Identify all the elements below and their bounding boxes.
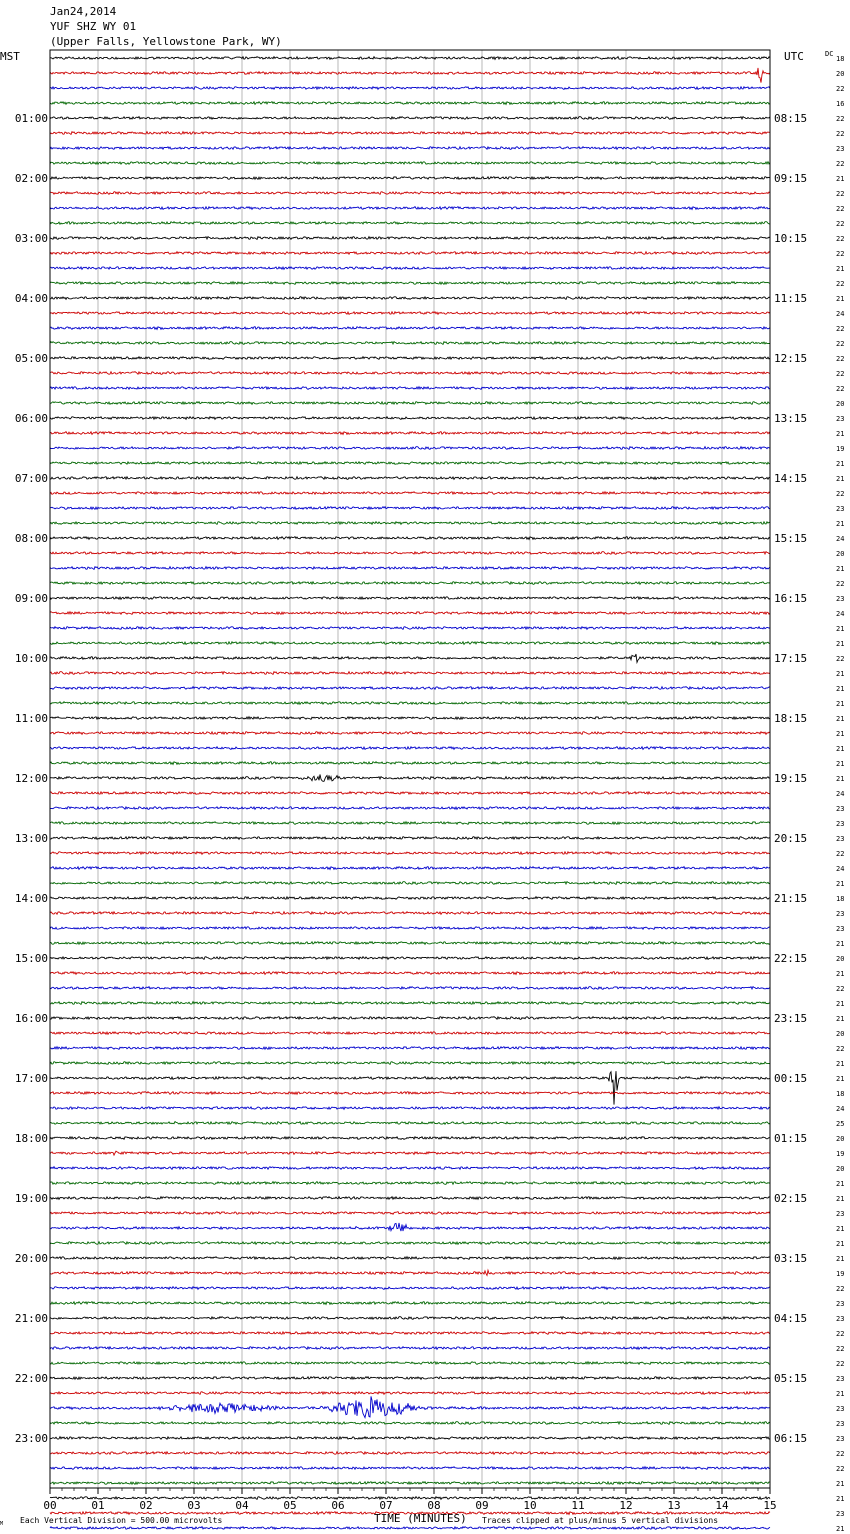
dc-offset-value: 21	[836, 625, 845, 633]
trace-row	[50, 1396, 770, 1417]
dc-offset-value: 21	[836, 1195, 845, 1203]
dc-header-label: DC	[825, 50, 834, 58]
trace-row	[50, 1527, 770, 1530]
trace-row	[50, 147, 770, 150]
trace-row	[50, 252, 770, 255]
trace-row	[50, 102, 770, 105]
trace-row	[50, 1422, 770, 1425]
right-time-labels	[774, 112, 807, 1445]
dc-offset-value: 23	[836, 820, 845, 828]
dc-offset-value: 21	[836, 1390, 845, 1398]
dc-offset-value: 22	[836, 205, 845, 213]
dc-offset-value: 22	[836, 220, 845, 228]
left-hour-label: 05:00	[14, 352, 48, 365]
dc-offset-value: 21	[836, 700, 845, 708]
x-axis-title: TIME (MINUTES)	[374, 1512, 467, 1525]
trace-row	[50, 57, 770, 60]
dc-offset-value: 21	[836, 670, 845, 678]
trace-row	[50, 1071, 770, 1104]
x-tick-label: 10	[523, 1499, 537, 1512]
trace-row	[50, 372, 770, 375]
dc-offset-value: 19	[836, 1270, 845, 1278]
dc-offset-value: 20	[836, 400, 845, 408]
dc-offset-value: 22	[836, 85, 845, 93]
left-hour-label: 22:00	[14, 1372, 48, 1385]
left-hour-label: 02:00	[14, 172, 48, 185]
dc-offset-value: 21	[836, 1255, 845, 1263]
right-hour-label: 15:15	[774, 532, 808, 545]
trace-row	[50, 537, 770, 540]
trace-row	[50, 1317, 770, 1320]
trace-row	[50, 882, 770, 885]
right-hour-label: 02:15	[774, 1192, 808, 1205]
trace-row	[50, 357, 770, 360]
dc-offset-value: 20	[836, 1165, 845, 1173]
dc-offset-value: 18	[836, 1090, 845, 1098]
trace-row	[50, 222, 770, 225]
right-hour-label: 11:15	[774, 292, 808, 305]
dc-offset-value: 21	[836, 760, 845, 768]
dc-offset-value: 21	[836, 1225, 845, 1233]
seismic-traces	[50, 57, 770, 1534]
dc-offset-value: 23	[836, 805, 845, 813]
trace-row	[50, 837, 770, 840]
dc-offset-value: 21	[836, 430, 845, 438]
dc-offset-value: 20	[836, 70, 845, 78]
dc-offset-value: 18	[836, 895, 845, 903]
trace-row	[50, 297, 770, 300]
trace-row	[50, 987, 770, 990]
trace-row	[50, 267, 770, 270]
clip-note: Traces clipped at plus/minus 5 vertical divisions	[482, 1516, 719, 1525]
left-hour-label: 10:00	[14, 652, 48, 665]
x-tick-label: 11	[571, 1499, 585, 1512]
dc-offset-value: 24	[836, 790, 845, 798]
dc-offset-value: 22	[836, 340, 845, 348]
left-hour-label: 17:00	[14, 1072, 48, 1085]
left-hour-label: 04:00	[14, 292, 48, 305]
dc-offset-value: 20	[836, 955, 845, 963]
dc-offset-value: 21	[836, 685, 845, 693]
dc-offset-value: 22	[836, 1345, 845, 1353]
dc-offset-value: 20	[836, 1135, 845, 1143]
trace-row	[50, 1212, 770, 1215]
dc-offset-value: 22	[836, 115, 845, 123]
dc-offset-value: 22	[836, 655, 845, 663]
trace-row	[50, 867, 770, 870]
dc-offset-value: 25	[836, 1120, 845, 1128]
dc-offset-value: 20	[836, 550, 845, 558]
dc-offset-value: 21	[836, 1525, 845, 1533]
dc-offset-labels	[836, 55, 844, 1534]
dc-offset-value: 22	[836, 1045, 845, 1053]
trace-row	[50, 942, 770, 945]
dc-offset-value: 21	[836, 775, 845, 783]
dc-offset-value: 23	[836, 415, 845, 423]
trace-row	[50, 1270, 770, 1275]
trace-row	[50, 775, 770, 782]
x-axis	[43, 1488, 776, 1512]
trace-row	[50, 1302, 770, 1305]
right-hour-label: 22:15	[774, 952, 808, 965]
trace-row	[50, 1017, 770, 1020]
left-hour-label: 01:00	[14, 112, 48, 125]
trace-row	[50, 717, 770, 720]
left-hour-label: 23:00	[14, 1432, 48, 1445]
x-tick-label: 13	[667, 1499, 681, 1512]
dc-offset-value: 21	[836, 715, 845, 723]
right-hour-label: 23:15	[774, 1012, 808, 1025]
dc-offset-value: 22	[836, 1465, 845, 1473]
right-hour-label: 03:15	[774, 1252, 808, 1265]
dc-offset-value: 23	[836, 1420, 845, 1428]
x-tick-label: 12	[619, 1499, 633, 1512]
trace-row	[50, 582, 770, 585]
trace-row	[50, 642, 770, 645]
dc-offset-value: 23	[836, 1210, 845, 1218]
right-hour-label: 16:15	[774, 592, 808, 605]
left-hour-label: 11:00	[14, 712, 48, 725]
dc-offset-value: 21	[836, 295, 845, 303]
dc-offset-value: 23	[836, 1435, 845, 1443]
right-hour-label: 04:15	[774, 1312, 808, 1325]
dc-offset-value: 21	[836, 970, 845, 978]
right-hour-label: 08:15	[774, 112, 808, 125]
trace-row	[50, 1122, 770, 1125]
dc-offset-value: 21	[836, 175, 845, 183]
right-hour-label: 00:15	[774, 1072, 808, 1085]
trace-row	[50, 627, 770, 630]
left-hour-label: 20:00	[14, 1252, 48, 1265]
header-station: YUF SHZ WY 01	[50, 20, 137, 33]
left-hour-label: 06:00	[14, 412, 48, 425]
trace-row	[50, 597, 770, 600]
x-tick-label: 03	[187, 1499, 201, 1512]
header-date: Jan24,2014	[50, 5, 117, 18]
trace-row	[50, 1497, 770, 1500]
trace-row	[50, 162, 770, 165]
dc-offset-value: 22	[836, 385, 845, 393]
trace-row	[50, 852, 770, 855]
dc-offset-value: 21	[836, 265, 845, 273]
dc-offset-value: 23	[836, 1375, 845, 1383]
trace-row	[50, 1137, 770, 1140]
dc-offset-value: 19	[836, 445, 845, 453]
trace-row	[50, 747, 770, 750]
trace-row	[50, 1047, 770, 1050]
dc-offset-value: 23	[836, 835, 845, 843]
trace-row	[50, 672, 770, 675]
trace-row	[50, 462, 770, 465]
dc-offset-value: 22	[836, 1450, 845, 1458]
trace-row	[50, 912, 770, 915]
x-tick-label: 15	[763, 1499, 777, 1512]
trace-row	[50, 1347, 770, 1350]
left-hour-label: 08:00	[14, 532, 48, 545]
trace-row	[50, 1482, 770, 1485]
trace-row	[50, 732, 770, 735]
left-hour-label: 03:00	[14, 232, 48, 245]
dc-offset-value: 21	[836, 1015, 845, 1023]
trace-row	[50, 1377, 770, 1380]
header-location: (Upper Falls, Yellowstone Park, WY)	[50, 35, 282, 48]
right-hour-label: 06:15	[774, 1432, 808, 1445]
right-hour-label: 09:15	[774, 172, 808, 185]
dc-offset-value: 24	[836, 610, 845, 618]
trace-row	[50, 282, 770, 285]
trace-row	[50, 432, 770, 435]
left-hour-label: 21:00	[14, 1312, 48, 1325]
trace-row	[50, 957, 770, 960]
dc-offset-value: 23	[836, 925, 845, 933]
x-tick-label: 02	[139, 1499, 153, 1512]
dc-offset-value: 21	[836, 730, 845, 738]
trace-row	[50, 1452, 770, 1455]
trace-row	[50, 68, 770, 83]
trace-row	[50, 972, 770, 975]
dc-offset-value: 22	[836, 190, 845, 198]
dc-offset-value: 24	[836, 1105, 845, 1113]
trace-row	[50, 552, 770, 555]
trace-row	[50, 117, 770, 120]
right-hour-label: 14:15	[774, 472, 808, 485]
trace-row	[50, 654, 770, 662]
right-hour-label: 19:15	[774, 772, 808, 785]
trace-row	[50, 897, 770, 900]
dc-offset-value: 24	[836, 865, 845, 873]
trace-row	[50, 342, 770, 345]
dc-offset-value: 21	[836, 1060, 845, 1068]
dc-offset-value: 22	[836, 1360, 845, 1368]
dc-offset-value: 18	[836, 55, 845, 63]
trace-row	[50, 1392, 770, 1395]
left-hour-label: 07:00	[14, 472, 48, 485]
left-hour-label: 16:00	[14, 1012, 48, 1025]
trace-row	[50, 1257, 770, 1260]
dc-offset-value: 20	[836, 1030, 845, 1038]
right-hour-label: 12:15	[774, 352, 808, 365]
dc-offset-value: 21	[836, 1180, 845, 1188]
trace-row	[50, 507, 770, 510]
trace-row	[50, 1182, 770, 1185]
x-tick-label: 06	[331, 1499, 345, 1512]
dc-offset-value: 22	[836, 130, 845, 138]
trace-row	[50, 207, 770, 210]
left-hour-label: 13:00	[14, 832, 48, 845]
dc-offset-value: 21	[836, 565, 845, 573]
trace-row	[50, 1062, 770, 1065]
dc-offset-value: 21	[836, 520, 845, 528]
trace-row	[50, 312, 770, 315]
trace-row	[50, 417, 770, 420]
dc-offset-value: 21	[836, 640, 845, 648]
trace-row	[50, 792, 770, 795]
trace-row	[50, 192, 770, 195]
trace-row	[50, 687, 770, 690]
trace-row	[50, 1332, 770, 1335]
left-time-labels	[15, 112, 48, 1445]
trace-row	[50, 1437, 770, 1440]
dc-offset-value: 22	[836, 850, 845, 858]
left-hour-label: 19:00	[14, 1192, 48, 1205]
left-hour-label: 15:00	[14, 952, 48, 965]
corner-mark: M	[0, 1521, 4, 1527]
left-timezone-label: MST	[0, 50, 20, 63]
dc-offset-value: 24	[836, 535, 845, 543]
dc-offset-value: 21	[836, 1480, 845, 1488]
dc-offset-value: 23	[836, 595, 845, 603]
dc-offset-value: 23	[836, 1510, 845, 1518]
scale-note: Each Vertical Division = 500.00 microvolts	[20, 1516, 223, 1525]
right-hour-label: 10:15	[774, 232, 808, 245]
dc-offset-value: 22	[836, 160, 845, 168]
right-hour-label: 01:15	[774, 1132, 808, 1145]
left-hour-label: 12:00	[14, 772, 48, 785]
trace-row	[50, 807, 770, 810]
dc-offset-value: 23	[836, 145, 845, 153]
trace-row	[50, 87, 770, 90]
trace-row	[50, 1467, 770, 1470]
dc-offset-value: 22	[836, 1285, 845, 1293]
trace-row	[50, 1002, 770, 1005]
trace-row	[50, 1287, 770, 1290]
dc-offset-value: 23	[836, 1405, 845, 1413]
dc-offset-value: 22	[836, 325, 845, 333]
dc-offset-value: 21	[836, 880, 845, 888]
trace-row	[50, 702, 770, 705]
trace-row	[50, 1167, 770, 1170]
dc-offset-value: 21	[836, 1075, 845, 1083]
dc-offset-value: 21	[836, 1240, 845, 1248]
dc-offset-value: 21	[836, 1000, 845, 1008]
dc-offset-value: 21	[836, 1495, 845, 1503]
right-hour-label: 05:15	[774, 1372, 808, 1385]
trace-row	[50, 1092, 770, 1095]
right-hour-label: 13:15	[774, 412, 808, 425]
left-hour-label: 14:00	[14, 892, 48, 905]
trace-row	[50, 522, 770, 525]
right-hour-label: 20:15	[774, 832, 808, 845]
trace-row	[50, 1151, 770, 1155]
trace-row	[50, 1242, 770, 1245]
x-tick-label: 09	[475, 1499, 489, 1512]
trace-row	[50, 327, 770, 330]
dc-offset-value: 21	[836, 940, 845, 948]
dc-offset-value: 19	[836, 1150, 845, 1158]
dc-offset-value: 22	[836, 370, 845, 378]
dc-offset-value: 24	[836, 310, 845, 318]
trace-row	[50, 177, 770, 180]
dc-offset-value: 16	[836, 100, 845, 108]
dc-offset-value: 22	[836, 235, 845, 243]
trace-row	[50, 132, 770, 135]
dc-offset-value: 22	[836, 250, 845, 258]
trace-row	[50, 612, 770, 615]
left-hour-label: 09:00	[14, 592, 48, 605]
trace-row	[50, 1197, 770, 1200]
dc-offset-value: 23	[836, 505, 845, 513]
trace-row	[50, 1223, 770, 1231]
dc-offset-value: 23	[836, 910, 845, 918]
dc-offset-value: 22	[836, 580, 845, 588]
dc-offset-value: 22	[836, 490, 845, 498]
right-hour-label: 17:15	[774, 652, 808, 665]
x-tick-label: 01	[91, 1499, 105, 1512]
trace-row	[50, 237, 770, 240]
dc-offset-value: 21	[836, 460, 845, 468]
trace-row	[50, 567, 770, 570]
dc-offset-value: 22	[836, 985, 845, 993]
left-hour-label: 18:00	[14, 1132, 48, 1145]
trace-row	[50, 492, 770, 495]
dc-offset-value: 22	[836, 280, 845, 288]
trace-row	[50, 387, 770, 390]
right-timezone-label: UTC	[784, 50, 804, 63]
dc-offset-value: 21	[836, 475, 845, 483]
dc-offset-value: 23	[836, 1315, 845, 1323]
trace-row	[50, 927, 770, 930]
x-tick-label: 14	[715, 1499, 729, 1512]
x-tick-label: 08	[427, 1499, 441, 1512]
x-tick-label: 05	[283, 1499, 297, 1512]
dc-offset-value: 21	[836, 745, 845, 753]
x-tick-label: 00	[43, 1499, 57, 1512]
x-tick-label: 04	[235, 1499, 249, 1512]
dc-offset-value: 22	[836, 1330, 845, 1338]
dc-offset-value: 23	[836, 1300, 845, 1308]
trace-row	[50, 822, 770, 825]
right-hour-label: 21:15	[774, 892, 808, 905]
trace-row	[50, 447, 770, 450]
right-hour-label: 18:15	[774, 712, 808, 725]
dc-offset-value: 22	[836, 355, 845, 363]
trace-row	[50, 402, 770, 405]
trace-row	[50, 1362, 770, 1365]
trace-row	[50, 762, 770, 765]
trace-row	[50, 1032, 770, 1035]
trace-row	[50, 477, 770, 480]
x-tick-label: 07	[379, 1499, 393, 1512]
trace-row	[50, 1107, 770, 1110]
